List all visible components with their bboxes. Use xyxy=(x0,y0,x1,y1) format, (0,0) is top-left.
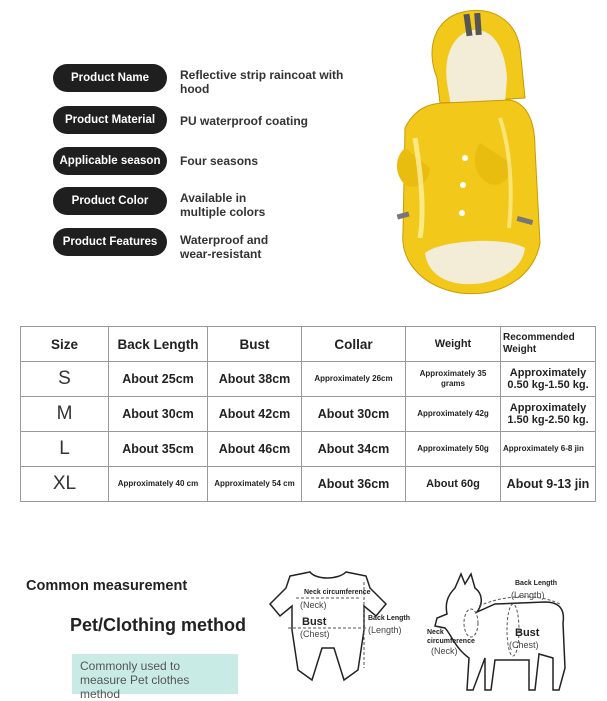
spec-value-color: Available in multiple colors xyxy=(180,191,266,219)
table-cell: Approximately 40 cm xyxy=(109,467,208,502)
table-cell: Approximately 0.50 kg-1.50 kg. xyxy=(501,362,596,397)
spec-value-season: Four seasons xyxy=(180,154,259,168)
measurement-subheading: Pet/Clothing method xyxy=(70,615,246,635)
diagram-back-paren: (Length) xyxy=(368,625,402,635)
table-cell: Approximately 50g xyxy=(406,432,501,467)
spec-label-features: Product Features xyxy=(53,228,167,256)
spec-label-name: Product Name xyxy=(53,64,167,92)
table-header: Weight xyxy=(406,327,501,362)
table-cell: S xyxy=(21,362,109,397)
table-cell: About 60g xyxy=(406,467,501,502)
table-cell: About 38cm xyxy=(208,362,302,397)
spec-value-name: Reflective strip raincoat with hood xyxy=(180,68,344,96)
measurement-note: Commonly used to measure Pet clothes method xyxy=(72,654,238,694)
spec-label-season: Applicable season xyxy=(53,147,167,175)
dog-bust-label: Bust xyxy=(515,627,540,639)
table-cell: M xyxy=(21,397,109,432)
table-cell: Approximately 6-8 jin xyxy=(501,432,596,467)
table-cell: About 25cm xyxy=(109,362,208,397)
table-row xyxy=(21,467,596,502)
table-cell: About 30cm xyxy=(302,397,406,432)
spec-value-material: PU waterproof coating xyxy=(180,114,309,128)
spec-label-material: Product Material xyxy=(53,106,167,134)
dog-outline-icon xyxy=(435,574,565,690)
dog-bust-paren: (Chest) xyxy=(509,640,539,650)
table-cell: About 35cm xyxy=(109,432,208,467)
table-cell: About 9-13 jin xyxy=(501,467,596,502)
dog-neck-paren: (Neck) xyxy=(431,646,458,656)
diagram-back-label: Back Length xyxy=(368,615,411,622)
table-row xyxy=(21,362,596,397)
table-cell: About 30cm xyxy=(109,397,208,432)
diagram-bust-paren: (Chest) xyxy=(300,629,330,639)
dog-neck-label: Neck xyxy=(427,629,444,636)
dog-neck-label-2: circumference xyxy=(427,638,475,645)
table-cell: About 42cm xyxy=(208,397,302,432)
table-cell: About 36cm xyxy=(302,467,406,502)
table-header-row xyxy=(21,327,596,362)
table-row xyxy=(21,397,596,432)
diagram-bust-label: Bust xyxy=(302,616,327,628)
clothing-measure-diagram xyxy=(258,570,428,695)
table-header: Size xyxy=(21,327,109,362)
spec-value-features: Waterproof and wear-resistant xyxy=(180,233,269,261)
table-header: Collar xyxy=(302,327,406,362)
dog-back-paren: (Length) xyxy=(511,590,545,600)
raincoat-product-image xyxy=(385,8,565,308)
table-cell: About 34cm xyxy=(302,432,406,467)
table-cell: Approximately 1.50 kg-2.50 kg. xyxy=(501,397,596,432)
dog-measure-diagram xyxy=(425,568,605,698)
measurement-heading: Common measurement xyxy=(26,578,188,594)
table-cell: Approximately 35 grams xyxy=(406,362,501,397)
spec-label-color: Product Color xyxy=(53,187,167,215)
diagram-neck-paren: (Neck) xyxy=(300,600,327,610)
table-cell: L xyxy=(21,432,109,467)
table-cell: About 46cm xyxy=(208,432,302,467)
dog-back-label: Back Length xyxy=(515,580,558,587)
table-cell: Approximately 42g xyxy=(406,397,501,432)
table-header: Bust xyxy=(208,327,302,362)
table-cell: Approximately 54 cm xyxy=(208,467,302,502)
table-header: Recommended Weight xyxy=(501,327,596,362)
table-header: Back Length xyxy=(109,327,208,362)
size-chart-table xyxy=(20,326,596,502)
table-cell: Approximately 26cm xyxy=(302,362,406,397)
table-row xyxy=(21,432,596,467)
table-cell: XL xyxy=(21,467,109,502)
diagram-neck-label: Neck circumference xyxy=(304,589,371,596)
